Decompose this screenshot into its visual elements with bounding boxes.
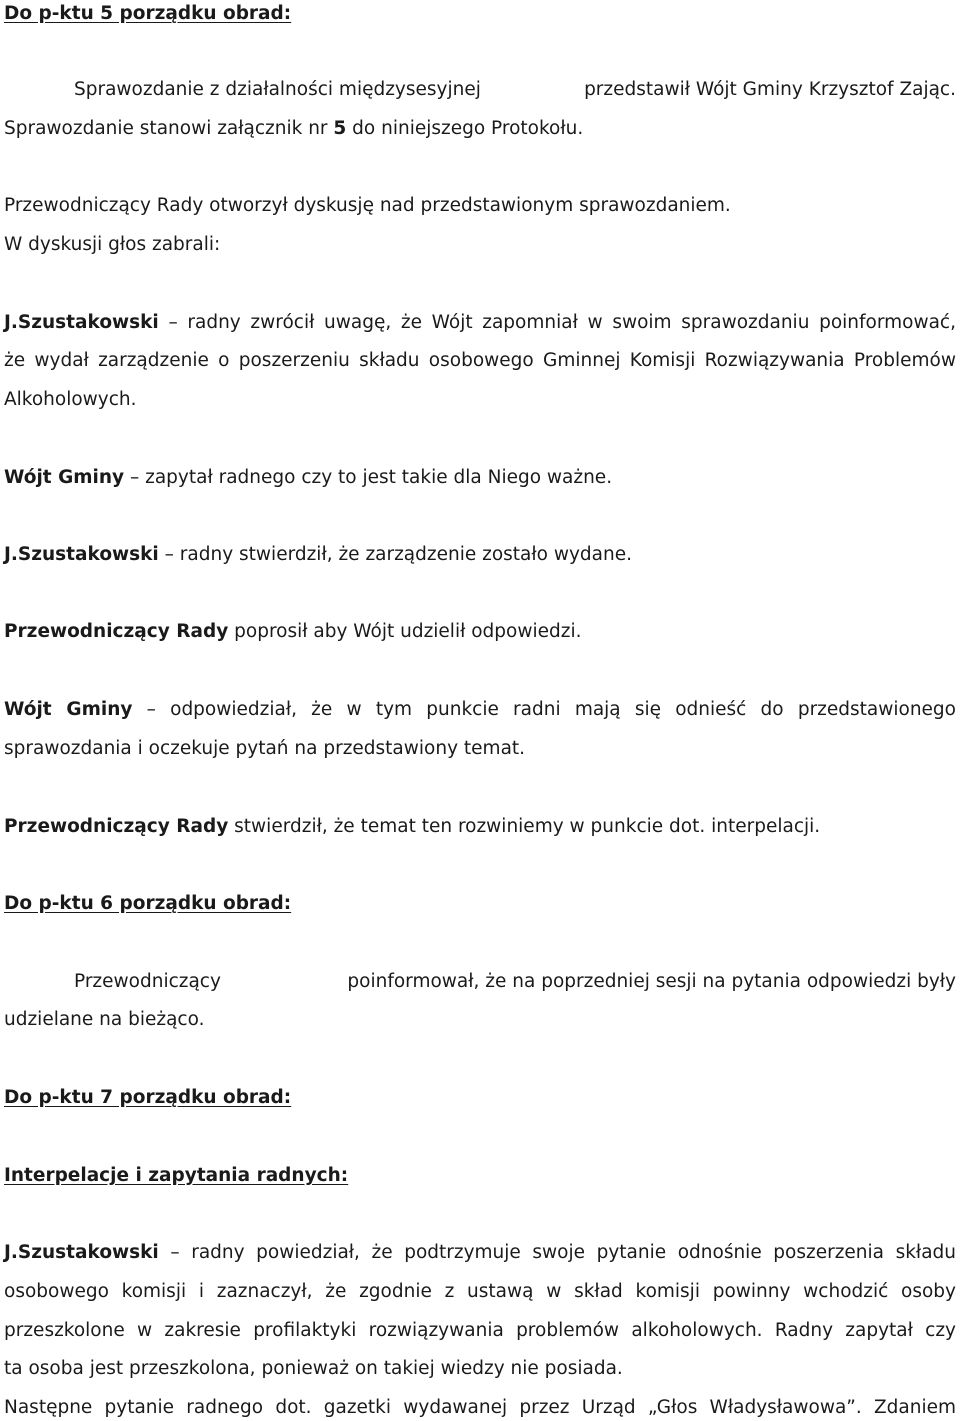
section-subheading-interpellations: Interpelacje i zapytania radnych: — [4, 1165, 349, 1186]
section-heading-7: Do p-ktu 7 porządku obrad: — [4, 1087, 292, 1108]
statement-3: J.Szustakowski – radny stwierdził, że zarządzenie zostało wydane. — [4, 544, 632, 565]
statement-2: Wójt Gminy – zapytał radnego czy to jest takie dla Niego ważne. — [4, 467, 613, 488]
statement-7-line1: J.Szustakowski – radny powiedział, że podtrzymuje swoje pytanie odnośnie poszerzenia składu — [4, 1242, 956, 1263]
statement-6: Przewodniczący Rady stwierdził, że temat ten rozwiniemy w punkcie dot. interpelacji. — [4, 816, 821, 837]
paragraph-6-line1: Przewodniczący poinformował, że na poprzedniej sesji na pytania odpowiedzi były — [74, 971, 956, 992]
paragraph-discussion-opened: Przewodniczący Rady otworzył dyskusję nad przedstawionym sprawozdaniem. — [4, 195, 731, 216]
section-heading-6: Do p-ktu 6 porządku obrad: — [4, 893, 292, 914]
statement-7-line5: Następne pytanie radnego dot. gazetki wydawanej przez Urząd „Głos Władysławowa”. Zdaniem — [4, 1397, 956, 1418]
paragraph-discussion-speakers: W dyskusji głos zabrali: — [4, 234, 221, 255]
statement-4: Przewodniczący Rady poprosił aby Wójt udzielił odpowiedzi. — [4, 621, 582, 642]
statement-7-line3: przeszkolone w zakresie profilaktyki rozwiązywania problemów alkoholowych. Radny zapytał czy — [4, 1320, 956, 1341]
statement-1-line3: Alkoholowych. — [4, 389, 137, 410]
statement-7-line4: ta osoba jest przeszkolona, ponieważ on takiej wiedzy nie posiada. — [4, 1358, 623, 1379]
paragraph-report-line2: Sprawozdanie stanowi załącznik nr 5 do niniejszego Protokołu. — [4, 118, 584, 139]
statement-1-line2: że wydał zarządzenie o poszerzeniu składu osobowego Gminnej Komisji Rozwiązywania Problemów — [4, 350, 956, 371]
paragraph-report-line1: Sprawozdanie z działalności międzysesyjnej przedstawił Wójt Gminy Krzysztof Zając. — [74, 79, 956, 100]
paragraph-6-line2: udzielane na bieżąco. — [4, 1009, 205, 1030]
statement-5-line2: sprawozdania i oczekuje pytań na przedstawiony temat. — [4, 738, 526, 759]
section-heading-5: Do p-ktu 5 porządku obrad: — [4, 3, 292, 24]
statement-5-line1: Wójt Gminy – odpowiedział, że w tym punkcie radni mają się odnieść do przedstawionego — [4, 699, 956, 720]
statement-1-line1: J.Szustakowski – radny zwrócił uwagę, że Wójt zapomniał w swoim sprawozdaniu poinformować, — [4, 312, 956, 333]
statement-7-line2: osobowego komisji i zaznaczył, że zgodnie z ustawą w skład komisji powinny wchodzić osoby — [4, 1281, 956, 1302]
